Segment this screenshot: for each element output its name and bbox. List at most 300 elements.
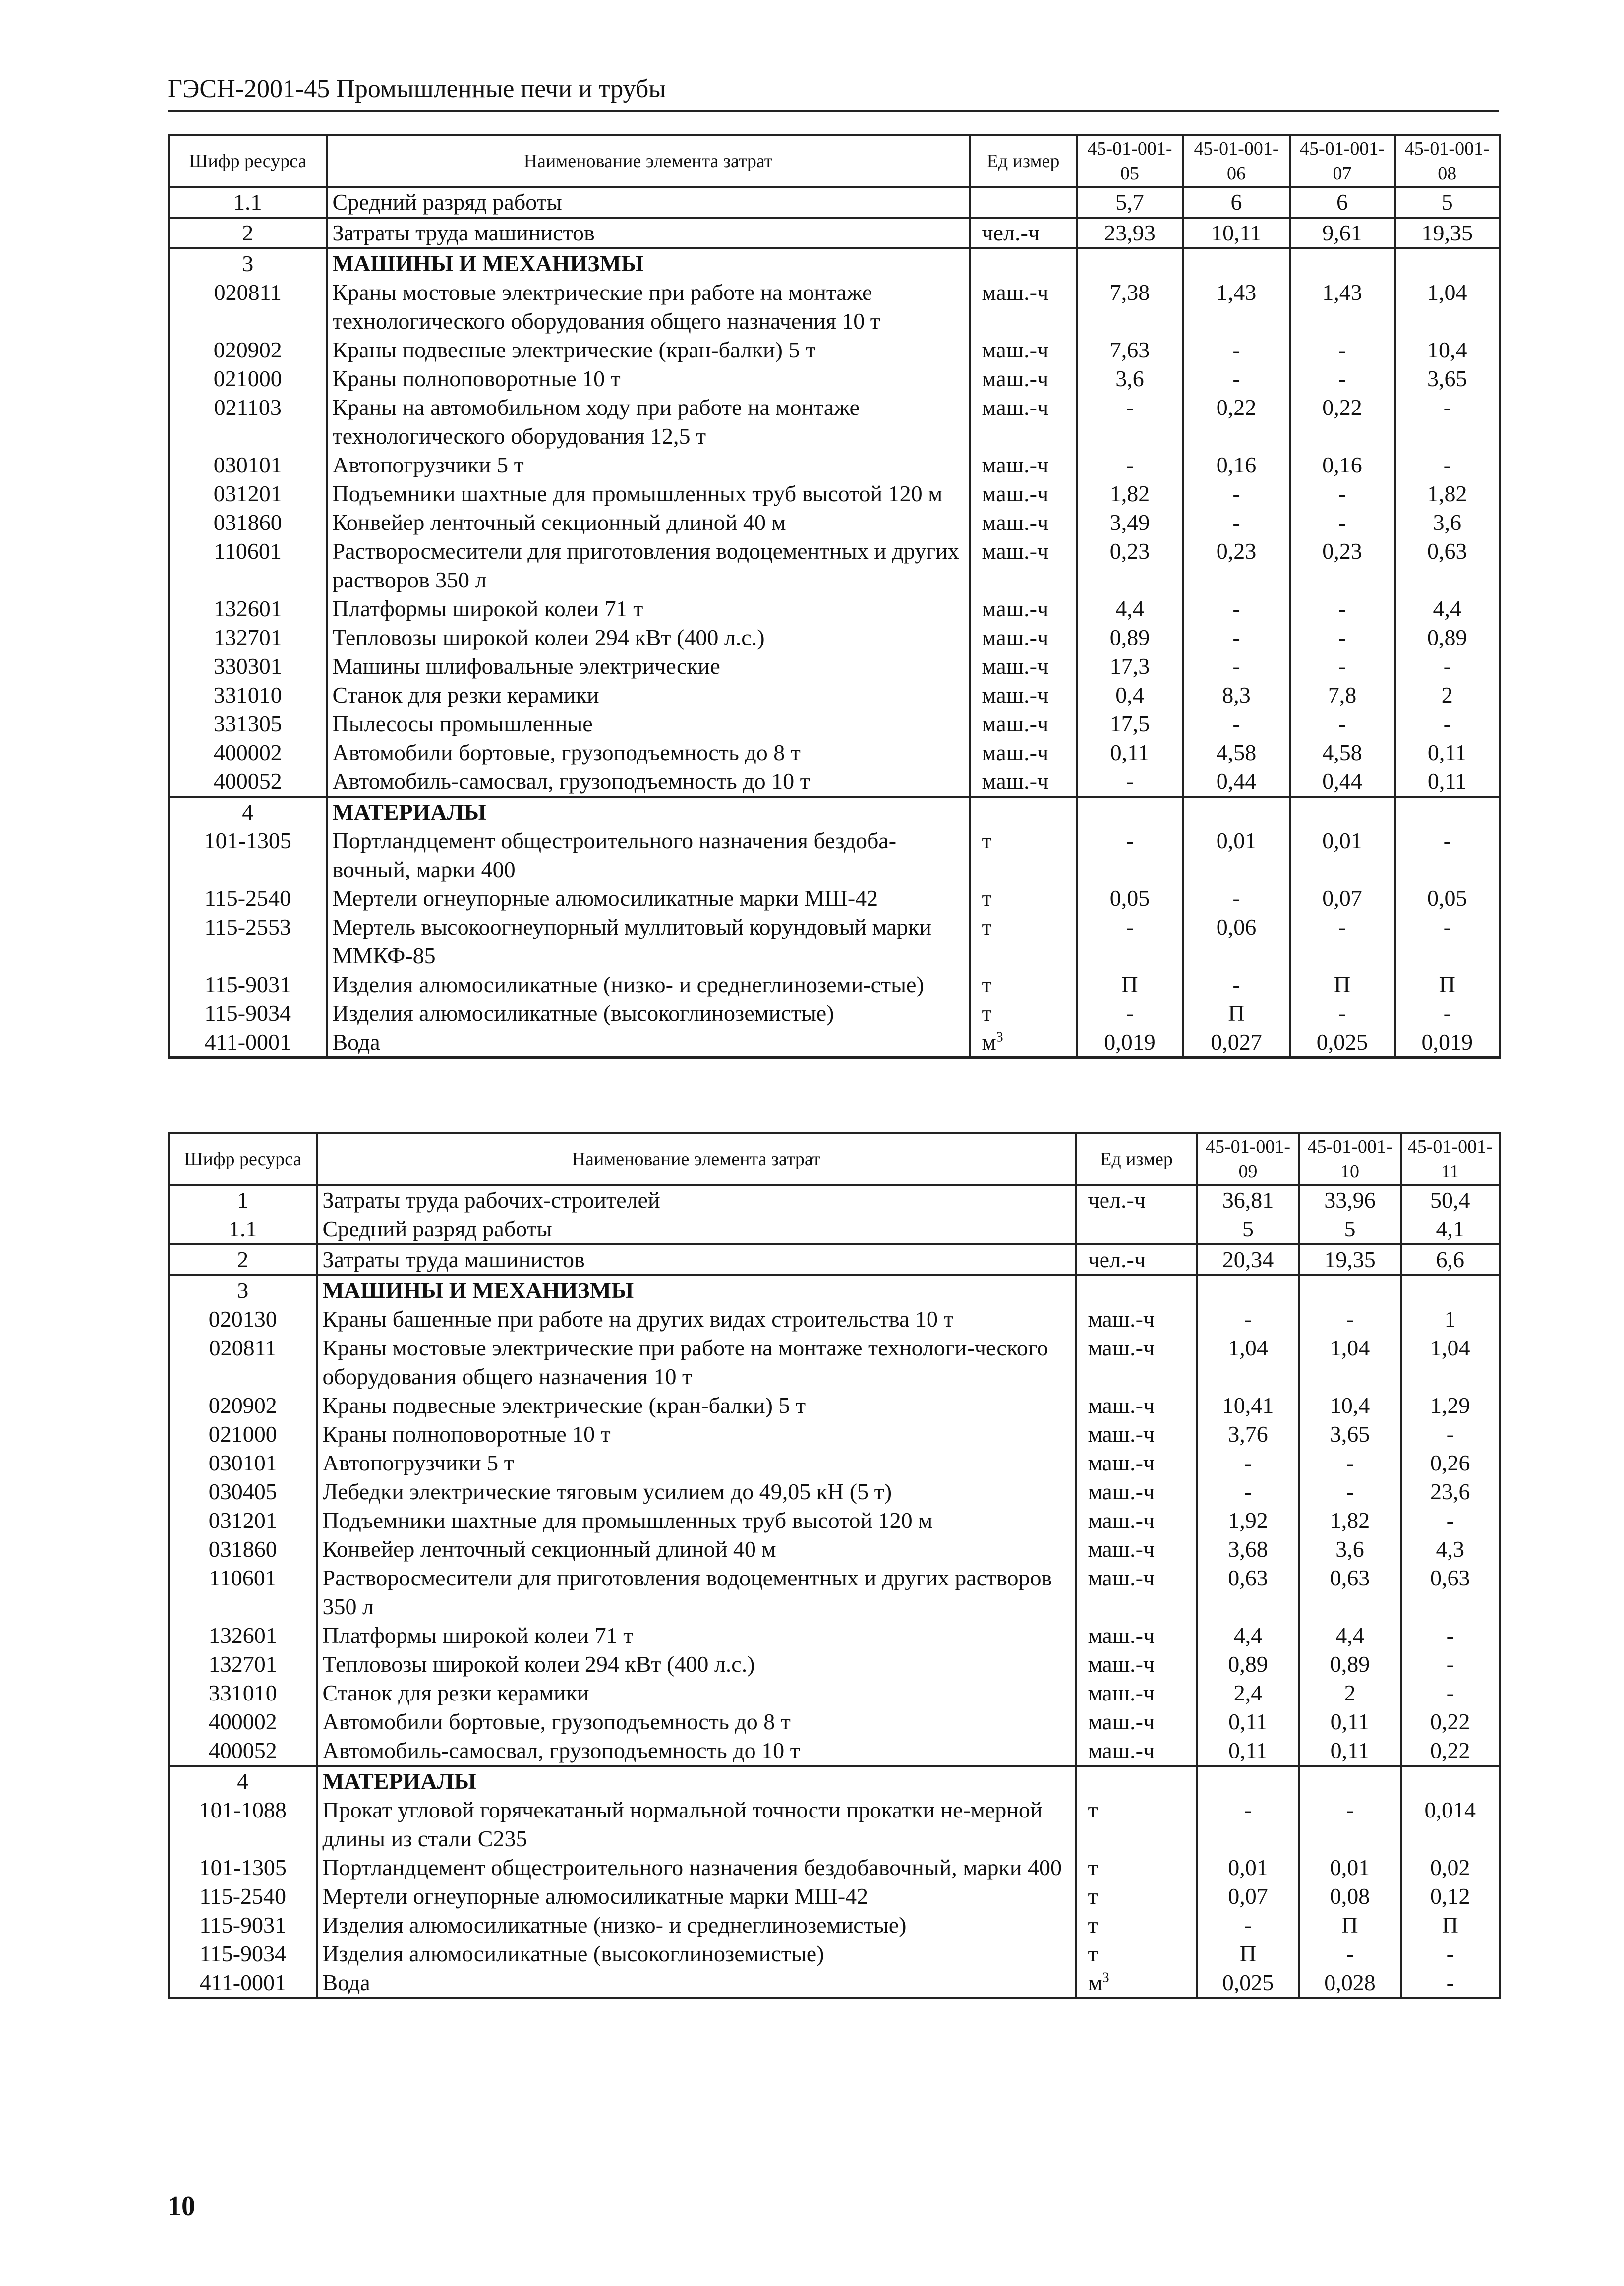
value-cell: 4,4 xyxy=(1197,1621,1299,1650)
resource-code: 331010 xyxy=(169,681,327,709)
column-header: 45-01-001-10 xyxy=(1299,1133,1401,1185)
cost-element-name: Затраты труда рабочих-строителей xyxy=(317,1185,1076,1215)
section-title: МАТЕРИАЛЫ xyxy=(327,797,970,826)
resource-code: 331305 xyxy=(169,709,327,738)
cost-element-name: Затраты труда машинистов xyxy=(327,218,970,248)
value-cell: - xyxy=(1077,913,1183,970)
value-cell: 1,04 xyxy=(1197,1334,1299,1391)
cost-element-name: Станок для резки керамики xyxy=(327,681,970,709)
page-number: 10 xyxy=(168,2191,195,2222)
unit-cell: маш.-ч xyxy=(1076,1334,1197,1391)
table-row xyxy=(169,1535,1500,1564)
cost-element-name: Краны полноповоротные 10 т xyxy=(317,1420,1076,1449)
value-cell: - xyxy=(1197,1796,1299,1853)
unit-cell: маш.-ч xyxy=(970,623,1077,652)
resource-code: 030101 xyxy=(169,451,327,479)
cost-element-name: Автопогрузчики 5 т xyxy=(327,451,970,479)
value-cell: 0,22 xyxy=(1401,1707,1500,1736)
value-cell: П xyxy=(1401,1911,1500,1939)
value-cell: - xyxy=(1290,999,1395,1028)
value-cell xyxy=(1299,1275,1401,1305)
table-row xyxy=(169,970,1500,999)
resource-code: 132601 xyxy=(169,594,327,623)
value-cell: 7,63 xyxy=(1077,336,1183,364)
value-cell: 6,6 xyxy=(1401,1244,1500,1275)
value-cell xyxy=(1395,797,1500,826)
resource-code: 400002 xyxy=(169,1707,317,1736)
table-row xyxy=(169,1477,1500,1506)
value-cell: - xyxy=(1299,1449,1401,1477)
resource-code: 115-9031 xyxy=(169,1911,317,1939)
value-cell: 0,23 xyxy=(1183,537,1290,594)
cost-element-name: Автомобили бортовые, грузоподъемность до 8 т xyxy=(317,1707,1076,1736)
table-row xyxy=(169,1564,1500,1621)
unit-cell: т xyxy=(1076,1853,1197,1882)
resource-code: 030101 xyxy=(169,1449,317,1477)
value-cell: 8,3 xyxy=(1183,681,1290,709)
table-row xyxy=(169,1968,1500,1998)
cost-element-name: Тепловозы широкой колеи 294 кВт (400 л.с.) xyxy=(327,623,970,652)
cost-element-name: Затраты труда машинистов xyxy=(317,1244,1076,1275)
value-cell: П xyxy=(1395,970,1500,999)
value-cell xyxy=(1401,1275,1500,1305)
value-cell: 5,7 xyxy=(1077,187,1183,218)
value-cell: - xyxy=(1290,623,1395,652)
resource-code: 411-0001 xyxy=(169,1028,327,1058)
table-row xyxy=(169,826,1500,884)
value-cell: 0,89 xyxy=(1299,1650,1401,1679)
resource-code: 020130 xyxy=(169,1305,317,1334)
unit-cell xyxy=(970,248,1077,278)
unit-cell xyxy=(1076,1215,1197,1244)
column-header: 45-01-001-05 xyxy=(1077,135,1183,187)
value-cell: 0,028 xyxy=(1299,1968,1401,1998)
table-row xyxy=(169,1506,1500,1535)
table-row xyxy=(169,1391,1500,1420)
value-cell xyxy=(1197,1766,1299,1796)
value-cell: 0,11 xyxy=(1395,767,1500,797)
resource-code: 115-2540 xyxy=(169,1882,317,1911)
unit-cell xyxy=(970,797,1077,826)
column-header: Шифр ресурса xyxy=(169,1133,317,1185)
value-cell: - xyxy=(1401,1420,1500,1449)
cost-element-name: Автомобили бортовые, грузоподъемность до 8 т xyxy=(327,738,970,767)
value-cell: 0,07 xyxy=(1290,884,1395,913)
resource-code: 411-0001 xyxy=(169,1968,317,1998)
value-cell xyxy=(1077,797,1183,826)
unit-cell: т xyxy=(970,884,1077,913)
resource-table-2 xyxy=(168,1132,1501,1999)
section-row xyxy=(169,797,1500,826)
value-cell: - xyxy=(1299,1796,1401,1853)
table-row xyxy=(169,1707,1500,1736)
table-row xyxy=(169,1215,1500,1244)
value-cell: - xyxy=(1183,364,1290,393)
value-cell: 3,49 xyxy=(1077,508,1183,537)
cost-element-name: Краны полноповоротные 10 т xyxy=(327,364,970,393)
value-cell: 0,16 xyxy=(1183,451,1290,479)
cost-element-name: Вода xyxy=(317,1968,1076,1998)
table-row xyxy=(169,913,1500,970)
value-cell: - xyxy=(1401,1679,1500,1707)
unit-cell: маш.-ч xyxy=(970,364,1077,393)
resource-code: 331010 xyxy=(169,1679,317,1707)
value-cell: 1,92 xyxy=(1197,1506,1299,1535)
resource-code: 400052 xyxy=(169,1736,317,1766)
resource-code: 021000 xyxy=(169,364,327,393)
value-cell: 0,11 xyxy=(1077,738,1183,767)
resource-code: 115-2553 xyxy=(169,913,327,970)
table-row xyxy=(169,738,1500,767)
value-cell: - xyxy=(1183,479,1290,508)
value-cell: 1,04 xyxy=(1299,1334,1401,1391)
value-cell: - xyxy=(1290,652,1395,681)
value-cell: - xyxy=(1395,999,1500,1028)
cost-element-name: Платформы широкой колеи 71 т xyxy=(327,594,970,623)
cost-element-name: Прокат угловой горячекатаный нормальной точности прокатки не-мерной длины из стали С235 xyxy=(317,1796,1076,1853)
value-cell: 3,65 xyxy=(1299,1420,1401,1449)
value-cell: 0,014 xyxy=(1401,1796,1500,1853)
table-row xyxy=(169,1853,1500,1882)
resource-code: 021000 xyxy=(169,1420,317,1449)
unit-cell: маш.-ч xyxy=(1076,1420,1197,1449)
table-row xyxy=(169,393,1500,451)
value-cell: 0,07 xyxy=(1197,1882,1299,1911)
value-cell: 7,38 xyxy=(1077,278,1183,336)
value-cell: 0,01 xyxy=(1290,826,1395,884)
value-cell: 1,82 xyxy=(1299,1506,1401,1535)
cost-element-name: Портландцемент общестроительного назначения бездобавочный, марки 400 xyxy=(317,1853,1076,1882)
unit-cell: маш.-ч xyxy=(970,336,1077,364)
resource-code: 4 xyxy=(169,1766,317,1796)
unit-cell: т xyxy=(970,970,1077,999)
value-cell: 10,41 xyxy=(1197,1391,1299,1420)
resource-code: 115-9034 xyxy=(169,1939,317,1968)
value-cell: 0,027 xyxy=(1183,1028,1290,1058)
table-row xyxy=(169,187,1500,218)
resource-table-1 xyxy=(168,134,1501,1059)
table-row xyxy=(169,1420,1500,1449)
value-cell: - xyxy=(1401,1939,1500,1968)
unit-cell xyxy=(970,187,1077,218)
cost-element-name: Машины шлифовальные электрические xyxy=(327,652,970,681)
value-cell: - xyxy=(1299,1305,1401,1334)
value-cell: 5 xyxy=(1299,1215,1401,1244)
unit-cell: маш.-ч xyxy=(970,451,1077,479)
value-cell: П xyxy=(1197,1939,1299,1968)
column-header: 45-01-001-07 xyxy=(1290,135,1395,187)
value-cell: - xyxy=(1077,393,1183,451)
cost-element-name: Краны мостовые электрические при работе на монтаже технологического оборудования общего назначения 10 т xyxy=(327,278,970,336)
value-cell: 0,01 xyxy=(1197,1853,1299,1882)
value-cell: - xyxy=(1077,451,1183,479)
value-cell: П xyxy=(1183,999,1290,1028)
table-row xyxy=(169,594,1500,623)
cost-element-name: Пылесосы промышленные xyxy=(327,709,970,738)
cost-element-name: Средний разряд работы xyxy=(317,1215,1076,1244)
unit-cell: маш.-ч xyxy=(1076,1449,1197,1477)
table-row xyxy=(169,218,1500,248)
resource-code: 115-9031 xyxy=(169,970,327,999)
resource-code: 2 xyxy=(169,218,327,248)
table-row xyxy=(169,1028,1500,1058)
value-cell: 0,23 xyxy=(1077,537,1183,594)
column-header: Ед измер xyxy=(970,135,1077,187)
value-cell: 0,01 xyxy=(1299,1853,1401,1882)
value-cell: 2 xyxy=(1299,1679,1401,1707)
value-cell xyxy=(1290,248,1395,278)
cost-element-name: Краны на автомобильном ходу при работе на монтаже технологического оборудования 12,5 т xyxy=(327,393,970,451)
resource-code: 020811 xyxy=(169,1334,317,1391)
cost-element-name: Платформы широкой колеи 71 т xyxy=(317,1621,1076,1650)
value-cell: 23,6 xyxy=(1401,1477,1500,1506)
table-row xyxy=(169,336,1500,364)
value-cell: 0,08 xyxy=(1299,1882,1401,1911)
table-row xyxy=(169,278,1500,336)
value-cell: 23,93 xyxy=(1077,218,1183,248)
section-row xyxy=(169,248,1500,278)
cost-element-name: Конвейер ленточный секционный длиной 40 м xyxy=(317,1535,1076,1564)
value-cell: 36,81 xyxy=(1197,1185,1299,1215)
value-cell: - xyxy=(1077,767,1183,797)
value-cell: - xyxy=(1395,451,1500,479)
unit-cell: маш.-ч xyxy=(1076,1535,1197,1564)
resource-code: 031201 xyxy=(169,1506,317,1535)
value-cell: 0,11 xyxy=(1197,1707,1299,1736)
value-cell xyxy=(1077,248,1183,278)
cost-element-name: Подъемники шахтные для промышленных труб высотой 120 м xyxy=(317,1506,1076,1535)
value-cell: 10,4 xyxy=(1395,336,1500,364)
unit-cell: маш.-ч xyxy=(1076,1305,1197,1334)
column-header: Шифр ресурса xyxy=(169,135,327,187)
resource-code: 132701 xyxy=(169,623,327,652)
unit-cell: т xyxy=(970,913,1077,970)
resource-code: 101-1088 xyxy=(169,1796,317,1853)
value-cell: - xyxy=(1197,1477,1299,1506)
cost-element-name: Автомобиль-самосвал, грузоподъемность до 10 т xyxy=(327,767,970,797)
unit-cell: маш.-ч xyxy=(970,738,1077,767)
value-cell: 5 xyxy=(1395,187,1500,218)
unit-cell: маш.-ч xyxy=(1076,1707,1197,1736)
value-cell: - xyxy=(1395,826,1500,884)
value-cell: 4,4 xyxy=(1077,594,1183,623)
value-cell: 4,3 xyxy=(1401,1535,1500,1564)
unit-cell xyxy=(1076,1766,1197,1796)
header-divider xyxy=(168,110,1499,112)
table-row xyxy=(169,364,1500,393)
section-title: МАШИНЫ И МЕХАНИЗМЫ xyxy=(327,248,970,278)
value-cell: 3,65 xyxy=(1395,364,1500,393)
table-row xyxy=(169,1305,1500,1334)
value-cell: 0,63 xyxy=(1395,537,1500,594)
value-cell: 9,61 xyxy=(1290,218,1395,248)
column-header: 45-01-001-11 xyxy=(1401,1133,1500,1185)
value-cell: 1,04 xyxy=(1395,278,1500,336)
value-cell: 20,34 xyxy=(1197,1244,1299,1275)
value-cell: - xyxy=(1183,709,1290,738)
column-header: 45-01-001-06 xyxy=(1183,135,1290,187)
value-cell: 0,16 xyxy=(1290,451,1395,479)
value-cell: - xyxy=(1183,508,1290,537)
table-row xyxy=(169,1911,1500,1939)
resource-code: 2 xyxy=(169,1244,317,1275)
value-cell: - xyxy=(1183,652,1290,681)
resource-code: 3 xyxy=(169,248,327,278)
value-cell: 1 xyxy=(1401,1305,1500,1334)
resource-code: 330301 xyxy=(169,652,327,681)
table-row xyxy=(169,652,1500,681)
value-cell: - xyxy=(1401,1968,1500,1998)
value-cell: 0,06 xyxy=(1183,913,1290,970)
unit-cell: маш.-ч xyxy=(970,594,1077,623)
value-cell: 0,89 xyxy=(1077,623,1183,652)
table-header-row xyxy=(169,1133,1500,1185)
resource-code: 3 xyxy=(169,1275,317,1305)
column-header: 45-01-001-08 xyxy=(1395,135,1500,187)
value-cell: 0,11 xyxy=(1395,738,1500,767)
value-cell: - xyxy=(1290,336,1395,364)
column-header: 45-01-001-09 xyxy=(1197,1133,1299,1185)
resource-code: 021103 xyxy=(169,393,327,451)
value-cell: 0,44 xyxy=(1290,767,1395,797)
resource-code: 101-1305 xyxy=(169,1853,317,1882)
resource-code: 4 xyxy=(169,797,327,826)
value-cell: - xyxy=(1077,999,1183,1028)
value-cell xyxy=(1401,1766,1500,1796)
cost-element-name: Краны мостовые электрические при работе на монтаже технологи-ческого оборудования общего назначения 10 т xyxy=(317,1334,1076,1391)
resource-code: 031860 xyxy=(169,1535,317,1564)
table-row xyxy=(169,537,1500,594)
value-cell xyxy=(1395,248,1500,278)
value-cell: П xyxy=(1290,970,1395,999)
table-row xyxy=(169,999,1500,1028)
unit-cell: маш.-ч xyxy=(970,681,1077,709)
unit-cell: т xyxy=(1076,1939,1197,1968)
cost-element-name: Вода xyxy=(327,1028,970,1058)
value-cell: - xyxy=(1197,1911,1299,1939)
value-cell: 4,4 xyxy=(1299,1621,1401,1650)
unit-cell: маш.-ч xyxy=(1076,1564,1197,1621)
resource-code: 031860 xyxy=(169,508,327,537)
unit-cell: $м^3$ xyxy=(1076,1968,1197,1998)
cost-element-name: Средний разряд работы xyxy=(327,187,970,218)
value-cell: - xyxy=(1290,508,1395,537)
unit-cell: маш.-ч xyxy=(970,767,1077,797)
table-row xyxy=(169,1882,1500,1911)
value-cell: 17,5 xyxy=(1077,709,1183,738)
cost-element-name: Мертель высокоогнеупорный муллитовый корундовый марки ММКФ-85 xyxy=(327,913,970,970)
cost-element-name: Тепловозы широкой колеи 294 кВт (400 л.с.) xyxy=(317,1650,1076,1679)
value-cell: 2 xyxy=(1395,681,1500,709)
unit-cell: т xyxy=(1076,1882,1197,1911)
resource-code: 030405 xyxy=(169,1477,317,1506)
resource-code: 115-2540 xyxy=(169,884,327,913)
resource-code: 020902 xyxy=(169,1391,317,1420)
unit-cell: маш.-ч xyxy=(970,709,1077,738)
value-cell: 2,4 xyxy=(1197,1679,1299,1707)
resource-code: 400052 xyxy=(169,767,327,797)
value-cell: 0,23 xyxy=(1290,537,1395,594)
table-row xyxy=(169,1185,1500,1215)
unit-cell: маш.-ч xyxy=(1076,1650,1197,1679)
cost-element-name: Подъемники шахтные для промышленных труб высотой 120 м xyxy=(327,479,970,508)
value-cell xyxy=(1290,797,1395,826)
value-cell: 0,89 xyxy=(1395,623,1500,652)
unit-cell: маш.-ч xyxy=(970,652,1077,681)
resource-code: 132601 xyxy=(169,1621,317,1650)
cost-element-name: Мертели огнеупорные алюмосиликатные марки МШ-42 xyxy=(327,884,970,913)
unit-cell: чел.-ч xyxy=(970,218,1077,248)
column-header: Ед измер xyxy=(1076,1133,1197,1185)
value-cell: 0,11 xyxy=(1197,1736,1299,1766)
value-cell: 1,04 xyxy=(1401,1334,1500,1391)
value-cell: 0,11 xyxy=(1299,1707,1401,1736)
cost-element-name: Портландцемент общестроительного назначения бездоба-вочный, марки 400 xyxy=(327,826,970,884)
value-cell xyxy=(1183,248,1290,278)
unit-cell: т xyxy=(970,826,1077,884)
unit-cell: маш.-ч xyxy=(970,479,1077,508)
value-cell: 19,35 xyxy=(1299,1244,1401,1275)
value-cell: - xyxy=(1290,364,1395,393)
unit-cell: маш.-ч xyxy=(1076,1621,1197,1650)
value-cell: - xyxy=(1077,826,1183,884)
section-title: МАТЕРИАЛЫ xyxy=(317,1766,1076,1796)
unit-cell: маш.-ч xyxy=(970,393,1077,451)
table-row xyxy=(169,1449,1500,1477)
cost-element-name: Мертели огнеупорные алюмосиликатные марки МШ-42 xyxy=(317,1882,1076,1911)
resource-code: 031201 xyxy=(169,479,327,508)
table-row xyxy=(169,1334,1500,1391)
value-cell: 0,025 xyxy=(1290,1028,1395,1058)
value-cell: - xyxy=(1299,1477,1401,1506)
value-cell: 0,26 xyxy=(1401,1449,1500,1477)
unit-cell: $м^3$ xyxy=(970,1028,1077,1058)
table-row xyxy=(169,1650,1500,1679)
resource-code: 1.1 xyxy=(169,1215,317,1244)
cost-element-name: Изделия алюмосиликатные (низко- и среднеглиноземистые) xyxy=(317,1911,1076,1939)
value-cell: П xyxy=(1299,1911,1401,1939)
value-cell: - xyxy=(1401,1650,1500,1679)
resource-code: 400002 xyxy=(169,738,327,767)
cost-element-name: Автомобиль-самосвал, грузоподъемность до 10 т xyxy=(317,1736,1076,1766)
resource-code: 110601 xyxy=(169,1564,317,1621)
value-cell: - xyxy=(1401,1506,1500,1535)
value-cell: 1,82 xyxy=(1395,479,1500,508)
table-row xyxy=(169,1679,1500,1707)
value-cell: - xyxy=(1183,623,1290,652)
table-row xyxy=(169,508,1500,537)
value-cell: 0,89 xyxy=(1197,1650,1299,1679)
value-cell: 0,019 xyxy=(1077,1028,1183,1058)
value-cell: 5 xyxy=(1197,1215,1299,1244)
cost-element-name: Растворосмесители для приготовления водоцементных и других растворов 350 л xyxy=(327,537,970,594)
value-cell: 33,96 xyxy=(1299,1185,1401,1215)
value-cell: - xyxy=(1299,1939,1401,1968)
value-cell: 3,68 xyxy=(1197,1535,1299,1564)
value-cell: 1,29 xyxy=(1401,1391,1500,1420)
table-row xyxy=(169,709,1500,738)
resource-code: 1.1 xyxy=(169,187,327,218)
cost-element-name: Изделия алюмосиликатные (высокоглиноземистые) xyxy=(317,1939,1076,1968)
unit-cell: маш.-ч xyxy=(970,508,1077,537)
cost-element-name: Изделия алюмосиликатные (низко- и среднеглиноземи-стые) xyxy=(327,970,970,999)
value-cell: 0,11 xyxy=(1299,1736,1401,1766)
value-cell: - xyxy=(1290,479,1395,508)
value-cell: 0,44 xyxy=(1183,767,1290,797)
value-cell: - xyxy=(1395,709,1500,738)
value-cell: 10,4 xyxy=(1299,1391,1401,1420)
cost-element-name: Станок для резки керамики xyxy=(317,1679,1076,1707)
